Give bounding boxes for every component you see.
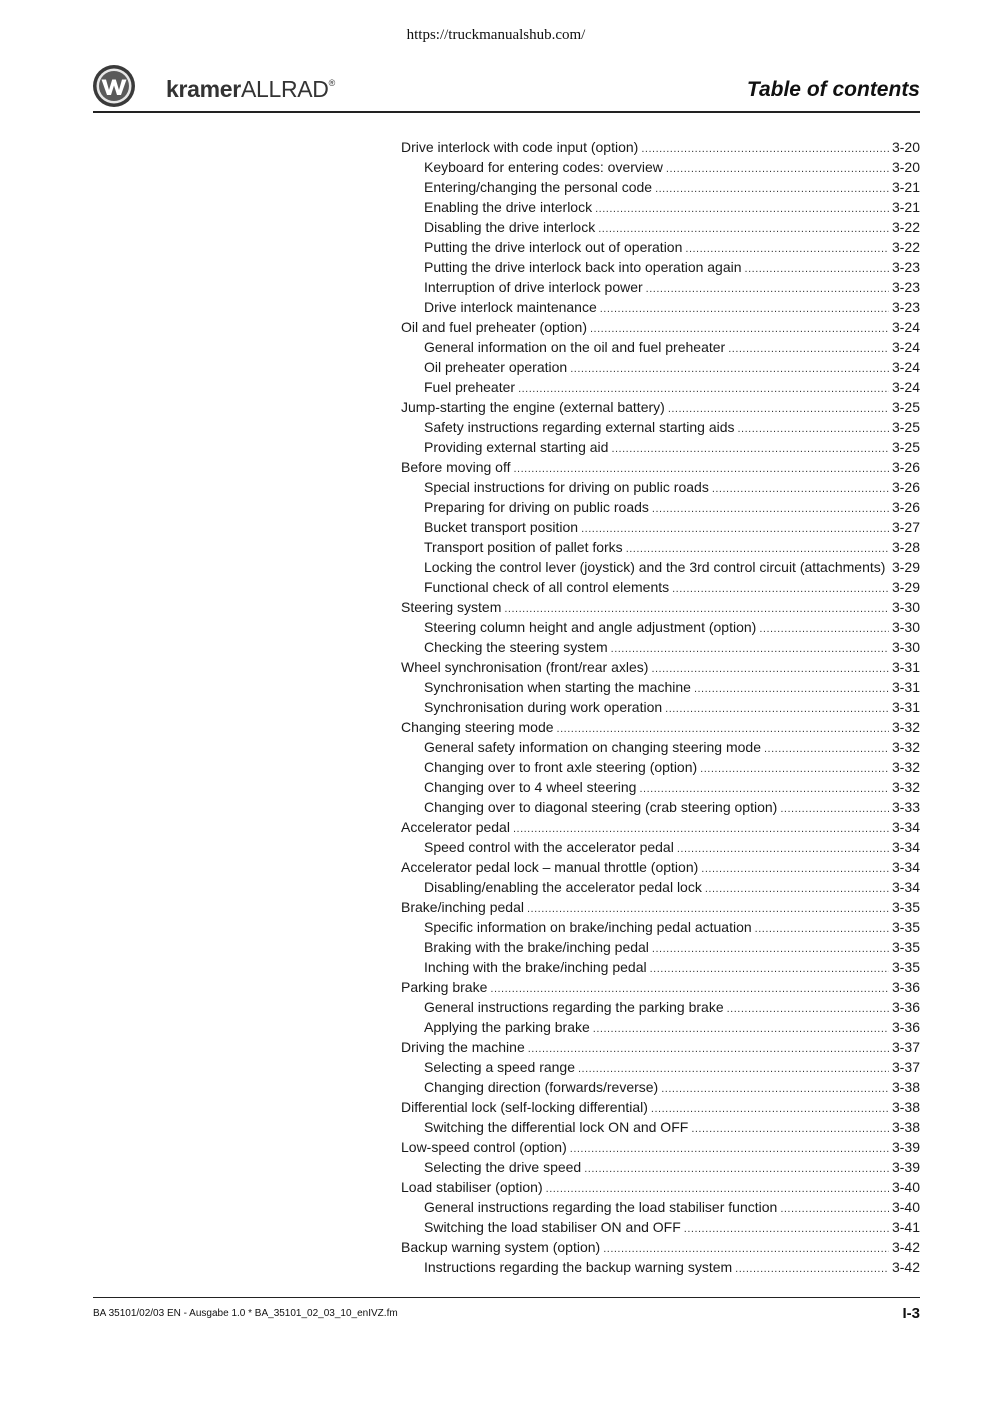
toc-entry-title: Special instructions for driving on public roads bbox=[424, 479, 709, 495]
toc-entry-page: 3-35 bbox=[891, 919, 920, 935]
dot-leader bbox=[650, 959, 889, 979]
page-number: I-3 bbox=[902, 1305, 920, 1322]
toc-entry-title: Brake/inching pedal bbox=[401, 899, 524, 915]
toc-entry-title: Instructions regarding the backup warning system bbox=[424, 1259, 733, 1275]
toc-entry-page: 3-22 bbox=[891, 219, 920, 235]
toc-entry-page: 3-35 bbox=[891, 959, 920, 975]
toc-entry-title: Interruption of drive interlock power bbox=[424, 279, 643, 295]
wacker-neuson-logo-icon bbox=[92, 64, 136, 108]
toc-entry-page: 3-23 bbox=[891, 299, 920, 315]
toc-entry-page: 3-39 bbox=[891, 1159, 920, 1175]
toc-entry-title: Parking brake bbox=[401, 979, 488, 995]
dot-leader bbox=[780, 799, 889, 819]
toc-subentry[interactable] bbox=[401, 537, 920, 557]
dot-leader bbox=[759, 619, 889, 639]
toc-entry-page: 3-36 bbox=[891, 979, 920, 995]
toc-subentry[interactable] bbox=[401, 697, 920, 717]
toc-entry-title: Changing steering mode bbox=[401, 719, 554, 735]
brand-bold: kramer bbox=[166, 76, 241, 102]
toc-entry-title: Drive interlock maintenance bbox=[424, 299, 597, 315]
toc-entry-title: Functional check of all control elements bbox=[424, 579, 670, 595]
toc-subentry[interactable] bbox=[401, 357, 920, 377]
dot-leader bbox=[595, 199, 889, 219]
toc-entry-page: 3-30 bbox=[891, 599, 920, 615]
toc-entry-page: 3-23 bbox=[891, 279, 920, 295]
toc-entry-title: Preparing for driving on public roads bbox=[424, 499, 649, 515]
toc-subentry[interactable] bbox=[401, 477, 920, 497]
toc-entry-title: Changing direction (forwards/reverse) bbox=[424, 1079, 659, 1095]
toc-entry-page: 3-22 bbox=[891, 239, 920, 255]
toc-subentry[interactable] bbox=[401, 517, 920, 537]
toc-subentry[interactable] bbox=[401, 1157, 920, 1177]
toc-subentry[interactable] bbox=[401, 377, 920, 397]
toc-entry-page: 3-23 bbox=[891, 259, 920, 275]
toc-subentry[interactable] bbox=[401, 557, 920, 577]
toc-entry-title: Safety instructions regarding external starting aids bbox=[424, 419, 735, 435]
toc-subentry[interactable] bbox=[401, 1017, 920, 1037]
toc-entry-page: 3-38 bbox=[891, 1079, 920, 1095]
toc-entry-page: 3-25 bbox=[891, 419, 920, 435]
header-divider bbox=[93, 111, 920, 113]
dot-leader bbox=[598, 219, 889, 239]
toc-subentry[interactable] bbox=[401, 497, 920, 517]
toc-entry-title: Oil and fuel preheater (option) bbox=[401, 319, 587, 335]
toc-subentry[interactable] bbox=[401, 337, 920, 357]
toc-entry[interactable] bbox=[401, 897, 920, 917]
toc-entry-title: General information on the oil and fuel preheater bbox=[424, 339, 726, 355]
toc-entry-title: Braking with the brake/inching pedal bbox=[424, 939, 649, 955]
dot-leader bbox=[755, 919, 889, 939]
toc-entry-page: 3-29 bbox=[891, 579, 920, 595]
toc-entry[interactable] bbox=[401, 137, 920, 157]
dot-leader bbox=[557, 719, 889, 739]
dot-leader bbox=[581, 519, 889, 539]
toc-entry-page: 3-29 bbox=[891, 559, 920, 575]
dot-leader bbox=[611, 639, 889, 659]
footer-divider bbox=[93, 1297, 920, 1298]
toc-entry-page: 3-36 bbox=[891, 999, 920, 1015]
document-reference: BA 35101/02/03 EN - Ausgabe 1.0 * BA_35101_02_03_10_enIVZ.fm bbox=[93, 1308, 398, 1319]
toc-entry[interactable] bbox=[401, 717, 920, 737]
toc-entry-title: Steering column height and angle adjustment (option) bbox=[424, 619, 757, 635]
toc-entry-title: Locking the control lever (joystick) and the 3rd control circuit (attachments) bbox=[424, 559, 886, 575]
toc-entry[interactable] bbox=[401, 1097, 920, 1117]
toc-entry-title: Checking the steering system bbox=[424, 639, 608, 655]
toc-entry-title: Fuel preheater bbox=[424, 379, 516, 395]
dot-leader bbox=[518, 379, 889, 399]
toc-entry[interactable] bbox=[401, 857, 920, 877]
toc-entry[interactable] bbox=[401, 977, 920, 997]
toc-entry-title: Entering/changing the personal code bbox=[424, 179, 653, 195]
toc-entry-page: 3-33 bbox=[891, 799, 920, 815]
toc-entry-title: Changing over to diagonal steering (crab steering option) bbox=[424, 799, 778, 815]
toc-entry-page: 3-34 bbox=[891, 859, 920, 875]
toc-subentry[interactable] bbox=[401, 1257, 920, 1277]
toc-entry-title: Differential lock (self-locking differential) bbox=[401, 1099, 648, 1115]
toc-entry-title: Switching the differential lock ON and OFF bbox=[424, 1119, 689, 1135]
toc-entry-title: Drive interlock with code input (option) bbox=[401, 139, 639, 155]
toc-entry-page: 3-40 bbox=[891, 1179, 920, 1195]
toc-subentry[interactable] bbox=[401, 797, 920, 817]
dot-leader bbox=[639, 779, 889, 799]
toc-subentry[interactable] bbox=[401, 1217, 920, 1237]
dot-leader bbox=[684, 1219, 889, 1239]
toc-entry-page: 3-21 bbox=[891, 199, 920, 215]
toc-subentry[interactable] bbox=[401, 637, 920, 657]
toc-entry-title: Transport position of pallet forks bbox=[424, 539, 623, 555]
toc-entry[interactable] bbox=[401, 597, 920, 617]
toc-entry-page: 3-32 bbox=[891, 739, 920, 755]
dot-leader bbox=[672, 579, 889, 599]
toc-entry-page: 3-21 bbox=[891, 179, 920, 195]
toc-entry-page: 3-42 bbox=[891, 1259, 920, 1275]
toc-entry-title: Providing external starting aid bbox=[424, 439, 609, 455]
toc-entry-title: Jump-starting the engine (external battery) bbox=[401, 399, 665, 415]
toc-entry-title: Specific information on brake/inching pedal actuation bbox=[424, 919, 752, 935]
toc-subentry[interactable] bbox=[401, 1057, 920, 1077]
dot-leader bbox=[651, 1099, 889, 1119]
toc-subentry[interactable] bbox=[401, 177, 920, 197]
dot-leader bbox=[685, 239, 889, 259]
dot-leader bbox=[665, 699, 889, 719]
dot-leader bbox=[735, 1259, 889, 1279]
toc-entry-page: 3-31 bbox=[891, 699, 920, 715]
dot-leader bbox=[590, 319, 889, 339]
dot-leader bbox=[527, 899, 889, 919]
toc-entry-page: 3-24 bbox=[891, 359, 920, 375]
dot-leader bbox=[641, 139, 889, 159]
toc-entry-title: General safety information on changing steering mode bbox=[424, 739, 761, 755]
toc-entry-page: 3-37 bbox=[891, 1039, 920, 1055]
toc-subentry[interactable] bbox=[401, 1117, 920, 1137]
dot-leader bbox=[728, 339, 889, 359]
toc-subentry[interactable] bbox=[401, 1077, 920, 1097]
toc-entry-title: General instructions regarding the parking brake bbox=[424, 999, 724, 1015]
toc-entry-title: Putting the drive interlock back into operation again bbox=[424, 259, 742, 275]
toc-entry-page: 3-37 bbox=[891, 1059, 920, 1075]
toc-entry-title: Putting the drive interlock out of operation bbox=[424, 239, 683, 255]
toc-entry-title: Bucket transport position bbox=[424, 519, 579, 535]
dot-leader bbox=[490, 979, 889, 999]
toc-entry[interactable] bbox=[401, 817, 920, 837]
dot-leader bbox=[780, 1199, 889, 1219]
toc-entry-page: 3-30 bbox=[891, 619, 920, 635]
toc-subentry[interactable] bbox=[401, 677, 920, 697]
toc-entry-title: Load stabiliser (option) bbox=[401, 1179, 543, 1195]
toc-subentry[interactable] bbox=[401, 757, 920, 777]
toc-entry-title: Disabling/enabling the accelerator pedal lock bbox=[424, 879, 702, 895]
toc-entry-title: Accelerator pedal bbox=[401, 819, 510, 835]
toc-entry-title: Oil preheater operation bbox=[424, 359, 568, 375]
toc-entry[interactable] bbox=[401, 317, 920, 337]
toc-entry-title: Disabling the drive interlock bbox=[424, 219, 596, 235]
page-title: Table of contents bbox=[746, 78, 920, 101]
toc-subentry[interactable] bbox=[401, 197, 920, 217]
dot-leader bbox=[570, 359, 889, 379]
toc-subentry[interactable] bbox=[401, 217, 920, 237]
toc-entry-page: 3-35 bbox=[891, 939, 920, 955]
dot-leader bbox=[651, 659, 889, 679]
table-of-contents bbox=[401, 137, 920, 1277]
toc-entry-page: 3-24 bbox=[891, 339, 920, 355]
toc-entry[interactable] bbox=[401, 1237, 920, 1257]
toc-subentry[interactable] bbox=[401, 877, 920, 897]
dot-leader bbox=[712, 479, 889, 499]
toc-entry-page: 3-31 bbox=[891, 679, 920, 695]
toc-entry-page: 3-20 bbox=[891, 139, 920, 155]
toc-entry-page: 3-32 bbox=[891, 759, 920, 775]
dot-leader bbox=[546, 1179, 889, 1199]
toc-entry-title: Keyboard for entering codes: overview bbox=[424, 159, 663, 175]
dot-leader bbox=[570, 1139, 889, 1159]
source-url[interactable]: https://truckmanualshub.com/ bbox=[406, 27, 586, 43]
toc-entry-title: Driving the machine bbox=[401, 1039, 525, 1055]
dot-leader bbox=[700, 759, 889, 779]
toc-entry-title: Changing over to 4 wheel steering bbox=[424, 779, 637, 795]
toc-entry-page: 3-40 bbox=[891, 1199, 920, 1215]
toc-entry-title: Selecting a speed range bbox=[424, 1059, 575, 1075]
brand-wordmark bbox=[166, 76, 335, 103]
toc-entry[interactable] bbox=[401, 1177, 920, 1197]
toc-subentry[interactable] bbox=[401, 257, 920, 277]
toc-entry-title: Applying the parking brake bbox=[424, 1019, 590, 1035]
toc-entry-page: 3-25 bbox=[891, 399, 920, 415]
dot-leader bbox=[652, 499, 889, 519]
dot-leader bbox=[652, 939, 889, 959]
toc-entry[interactable] bbox=[401, 1137, 920, 1157]
dot-leader bbox=[701, 859, 889, 879]
dot-leader bbox=[694, 679, 889, 699]
dot-leader bbox=[504, 599, 889, 619]
toc-subentry[interactable] bbox=[401, 737, 920, 757]
toc-entry-title: Synchronisation during work operation bbox=[424, 699, 663, 715]
dot-leader bbox=[705, 879, 889, 899]
toc-entry-page: 3-25 bbox=[891, 439, 920, 455]
toc-entry-page: 3-32 bbox=[891, 719, 920, 735]
brand-registered-mark: ® bbox=[328, 78, 335, 88]
toc-entry-page: 3-20 bbox=[891, 159, 920, 175]
toc-entry-page: 3-24 bbox=[891, 319, 920, 335]
toc-entry[interactable] bbox=[401, 1037, 920, 1057]
dot-leader bbox=[578, 1059, 889, 1079]
toc-entry-title: Speed control with the accelerator pedal bbox=[424, 839, 674, 855]
toc-entry-page: 3-30 bbox=[891, 639, 920, 655]
dot-leader bbox=[738, 419, 889, 439]
toc-entry-title: Before moving off bbox=[401, 459, 511, 475]
toc-entry-title: Enabling the drive interlock bbox=[424, 199, 593, 215]
dot-leader bbox=[646, 279, 889, 299]
toc-entry-page: 3-26 bbox=[891, 479, 920, 495]
dot-leader bbox=[528, 1039, 889, 1059]
dot-leader bbox=[661, 1079, 889, 1099]
toc-entry-page: 3-39 bbox=[891, 1139, 920, 1155]
toc-entry-page: 3-34 bbox=[891, 839, 920, 855]
toc-subentry[interactable] bbox=[401, 297, 920, 317]
dot-leader bbox=[593, 1019, 889, 1039]
dot-leader bbox=[513, 459, 888, 479]
toc-entry-title: Switching the load stabiliser ON and OFF bbox=[424, 1219, 681, 1235]
toc-entry-page: 3-28 bbox=[891, 539, 920, 555]
toc-entry-title: General instructions regarding the load stabiliser function bbox=[424, 1199, 778, 1215]
toc-entry-page: 3-41 bbox=[891, 1219, 920, 1235]
dot-leader bbox=[666, 159, 889, 179]
toc-subentry[interactable] bbox=[401, 777, 920, 797]
toc-entry-page: 3-35 bbox=[891, 899, 920, 915]
toc-subentry[interactable] bbox=[401, 917, 920, 937]
toc-entry-page: 3-38 bbox=[891, 1119, 920, 1135]
toc-subentry[interactable] bbox=[401, 237, 920, 257]
toc-subentry[interactable] bbox=[401, 837, 920, 857]
dot-leader bbox=[655, 179, 889, 199]
toc-subentry[interactable] bbox=[401, 417, 920, 437]
dot-leader bbox=[584, 1159, 889, 1179]
toc-subentry[interactable] bbox=[401, 617, 920, 637]
toc-subentry[interactable] bbox=[401, 577, 920, 597]
dot-leader bbox=[513, 819, 889, 839]
toc-entry[interactable] bbox=[401, 397, 920, 417]
toc-entry-title: Backup warning system (option) bbox=[401, 1239, 601, 1255]
toc-entry-page: 3-31 bbox=[891, 659, 920, 675]
toc-entry-page: 3-27 bbox=[891, 519, 920, 535]
dot-leader bbox=[611, 439, 889, 459]
toc-subentry[interactable] bbox=[401, 957, 920, 977]
toc-entry-page: 3-34 bbox=[891, 819, 920, 835]
dot-leader bbox=[668, 399, 889, 419]
toc-entry-page: 3-42 bbox=[891, 1239, 920, 1255]
toc-entry-title: Inching with the brake/inching pedal bbox=[424, 959, 647, 975]
toc-entry-title: Low-speed control (option) bbox=[401, 1139, 567, 1155]
toc-subentry[interactable] bbox=[401, 277, 920, 297]
dot-leader bbox=[677, 839, 889, 859]
toc-subentry[interactable] bbox=[401, 937, 920, 957]
toc-entry-title: Accelerator pedal lock – manual throttle (option) bbox=[401, 859, 699, 875]
dot-leader bbox=[626, 539, 889, 559]
toc-entry[interactable] bbox=[401, 657, 920, 677]
toc-entry-title: Selecting the drive speed bbox=[424, 1159, 582, 1175]
toc-entry-page: 3-38 bbox=[891, 1099, 920, 1115]
toc-entry-title: Changing over to front axle steering (option) bbox=[424, 759, 698, 775]
dot-leader bbox=[603, 1239, 889, 1259]
brand-light: ALLRAD bbox=[240, 76, 329, 102]
toc-entry-page: 3-34 bbox=[891, 879, 920, 895]
toc-entry-title: Wheel synchronisation (front/rear axles) bbox=[401, 659, 649, 675]
toc-subentry[interactable] bbox=[401, 437, 920, 457]
toc-entry-title: Steering system bbox=[401, 599, 502, 615]
toc-entry-page: 3-32 bbox=[891, 779, 920, 795]
dot-leader bbox=[764, 739, 889, 759]
toc-entry-page: 3-24 bbox=[891, 379, 920, 395]
toc-subentry[interactable] bbox=[401, 1197, 920, 1217]
dot-leader bbox=[600, 299, 889, 319]
toc-subentry[interactable] bbox=[401, 997, 920, 1017]
toc-entry-page: 3-26 bbox=[891, 459, 920, 475]
toc-entry-title: Synchronisation when starting the machine bbox=[424, 679, 691, 695]
dot-leader bbox=[691, 1119, 889, 1139]
dot-leader bbox=[888, 559, 889, 579]
toc-entry[interactable] bbox=[401, 457, 920, 477]
toc-entry-page: 3-26 bbox=[891, 499, 920, 515]
toc-entry-page: 3-36 bbox=[891, 1019, 920, 1035]
dot-leader bbox=[727, 999, 889, 1019]
toc-subentry[interactable] bbox=[401, 157, 920, 177]
dot-leader bbox=[745, 259, 889, 279]
